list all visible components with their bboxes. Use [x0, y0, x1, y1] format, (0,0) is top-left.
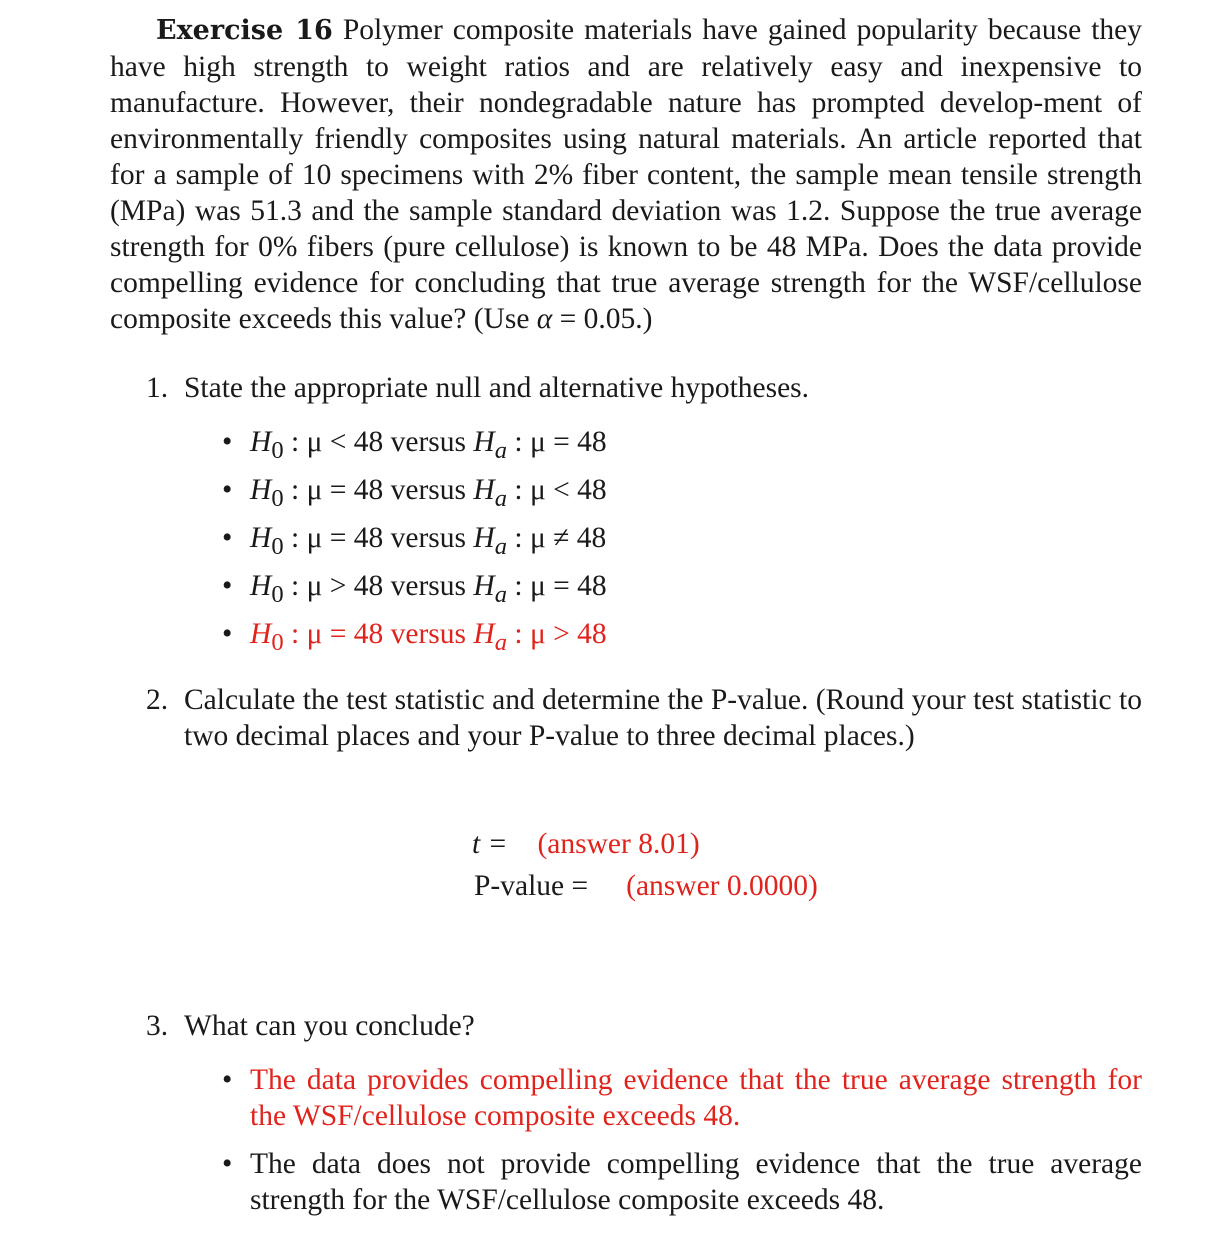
alternative-hypothesis: μ = 48 — [529, 426, 607, 458]
bullet-icon: • — [222, 426, 233, 458]
conclusion-options — [110, 1062, 1142, 1218]
t-label: t = — [472, 828, 508, 860]
hypothesis-option-3[interactable]: • $H_0$ : μ = 48 versus $H_a$ : μ ≠ 48 — [110, 514, 1142, 562]
bullet-icon: • — [222, 474, 233, 506]
null-hypothesis: μ > 48 — [306, 570, 384, 602]
answer-block — [110, 828, 1142, 948]
t-answer[interactable]: (answer 8.01) — [537, 828, 700, 860]
conclusion-text: The data does not provide compelling evidence that the true average strength for the WSF/cellulose composite exceeds 48. — [250, 1148, 1142, 1216]
bullet-icon: • — [222, 1064, 233, 1096]
question-3 — [110, 1008, 1142, 1044]
conclusion-option-1-selected[interactable] — [110, 1062, 1142, 1134]
bullet-icon: • — [222, 570, 233, 602]
p-value-row — [474, 870, 818, 903]
alternative-hypothesis: μ < 48 — [529, 474, 607, 506]
hypothesis-options — [110, 418, 1142, 658]
null-hypothesis: μ = 48 — [306, 618, 384, 650]
bullet-icon: • — [222, 522, 233, 554]
exercise-text: Polymer composite materials have gained popularity because they have high strength to weight ratios and are relatively easy and inexpensive to manufacture. However, their nondegradable nature has prompted develop-ment of environmentally friendly composites using natural materials. An article reported that for a sample of 10 specimens with 2% fiber content, the sample mean tensile strength (MPa) was 51.3 and the sample standard deviation was 1.2. Suppose the true average strength for 0% fibers (pure cellulose) is known to be 48 MPa. Does the data provide compelling evidence for concluding that true average strength for the WSF/cellulose composite exceeds this value? (Use — [110, 14, 1143, 335]
bullet-icon: • — [222, 1148, 233, 1180]
t-statistic-row — [472, 828, 700, 861]
null-hypothesis: μ = 48 — [306, 522, 384, 554]
hypothesis-option-2[interactable]: • $H_0$ : μ = 48 versus $H_a$ : μ < 48 — [110, 466, 1142, 514]
alpha-symbol: α — [536, 303, 553, 335]
p-value-answer[interactable]: (answer 0.0000) — [626, 870, 818, 902]
question-2-text: Calculate the test statistic and determine the P-value. (Round your test statistic to two decimal places and your P-value to three decimal places.) — [184, 684, 1142, 752]
alternative-hypothesis: μ > 48 — [529, 618, 607, 650]
null-hypothesis: μ < 48 — [306, 426, 384, 458]
bullet-icon: • — [222, 618, 233, 650]
exercise-page — [110, 12, 1142, 1230]
question-3-number: 3. — [146, 1010, 169, 1042]
alternative-hypothesis: μ = 48 — [529, 570, 607, 602]
exercise-statement — [110, 12, 1142, 337]
hypothesis-option-4[interactable]: • $H_0$ : μ > 48 versus $H_a$ : μ = 48 — [110, 562, 1142, 610]
p-value-label: P-value = — [474, 870, 589, 902]
question-2 — [110, 682, 1142, 754]
question-3-text: What can you conclude? — [184, 1010, 475, 1042]
question-1 — [110, 370, 1142, 406]
question-1-number: 1. — [146, 372, 169, 404]
hypothesis-option-5-selected[interactable]: • $H_0$ : μ = 48 versus $H_a$ : μ > 48 — [110, 610, 1142, 658]
conclusion-text: The data provides compelling evidence that the true average strength for the WSF/cellulose composite exceeds 48. — [250, 1064, 1142, 1132]
exercise-label: Exercise 16 — [156, 15, 333, 46]
conclusion-option-2[interactable] — [110, 1146, 1142, 1218]
hypothesis-option-1[interactable]: • $H_0$ : μ < 48 versus $H_a$ : μ = 48 — [110, 418, 1142, 466]
question-1-text: State the appropriate null and alternative hypotheses. — [184, 372, 810, 404]
question-2-number: 2. — [146, 684, 169, 716]
alternative-hypothesis: μ ≠ 48 — [529, 522, 607, 554]
null-hypothesis: μ = 48 — [306, 474, 384, 506]
alpha-value: = 0.05.) — [552, 303, 653, 335]
